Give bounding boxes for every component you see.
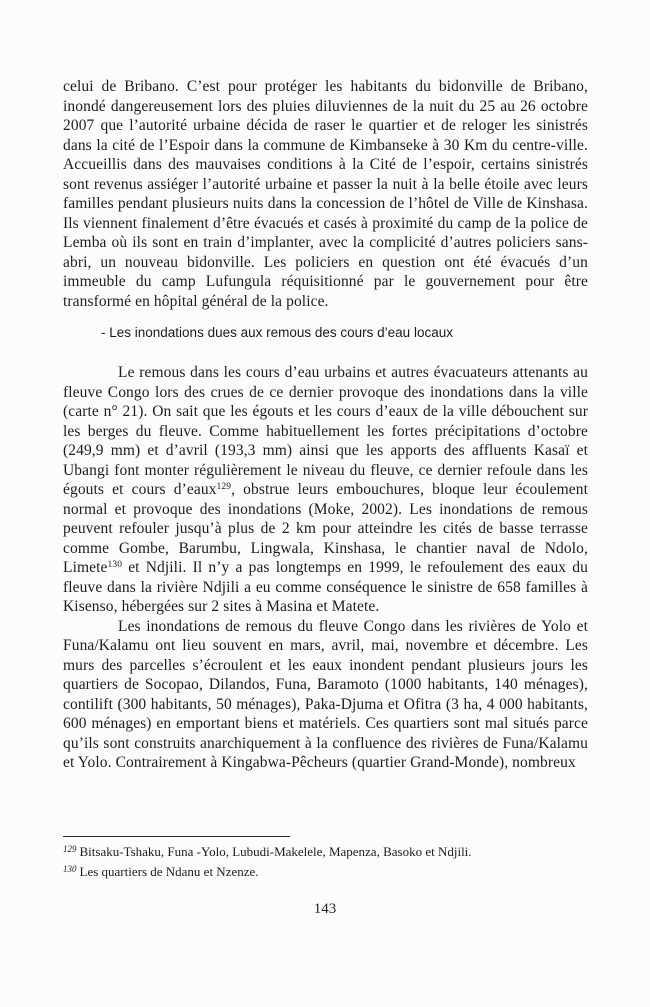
paragraph-2-text: et Ndjili. Il n’y a pas longtemps en 1999, le refoulement des eaux du fleuve dans la rivière Ndjili a eu comme conséquence le sinistre de 658 familles à Kisenso, hébergées sur 2 sites à Masina et Matete. xyxy=(63,559,588,615)
footnote-ref-130: 130 xyxy=(107,560,123,570)
footnote-130-text: Les quartiers de Ndanu et Nzenze. xyxy=(79,863,259,879)
paragraph-2 xyxy=(63,363,588,617)
footnote-area xyxy=(63,836,588,881)
paragraph-2-text: , obstrue leurs embouchures, bloque leur écoulement normal et provoque des inondations (Moke, 2002). Les inondations de remous peuvent refouler jusqu’à plus de 2 km pour atteindre les cités de basse terrasse comme Gombe, Barumbu, Lingwala, Kinshasa, le chantier naval de Ndolo, Limete xyxy=(63,481,588,576)
footnote-129-text: Bitsaku-Tshaku, Funa -Yolo, Lubudi-Makelele, Mapenza, Basoko et Ndjili. xyxy=(79,844,472,859)
footnote-130 xyxy=(63,862,588,882)
footnote-ref-129: 129 xyxy=(216,482,232,492)
paragraph-2-text: Le remous dans les cours d’eau urbains et autres évacuateurs attenants au fleuve Congo lors des crues de ce dernier provoque des inondations dans la ville (carte n° 21). On sait que les égouts et les cours d’eaux de la ville débouchent sur les berges du fleuve. Comme habituellement les fortes précipitations d’octobre (249,9 mm) et d’avril (193,3 mm) ainsi que les apports des affluents Kasaï et Ubangi font monter régulièrement le niveau du fleuve, ce dernier refoule dans les égouts et cours d’eaux xyxy=(63,364,588,498)
section-heading: - Les inondations dues aux remous des cours d’eau locaux xyxy=(101,325,453,340)
body-text-block xyxy=(63,77,588,773)
footnote-separator-rule xyxy=(63,836,290,837)
paragraph-1: celui de Bribano. C’est pour protéger les habitants du bidonville de Bribano, inondé dangereusement lors des pluies diluviennes de la nuit du 25 au 26 octobre 2007 que l’autorité urbaine décida de raser le quartier et de reloger les sinistrés dans la cité de l’Espoir dans la commune de Kimbanseke à 30 Km du centre-ville. Accueillis dans des mauvaises conditions à la Cité de l’espoir, certains sinistrés sont revenus assiéger l’autorité urbaine et passer la nuit à la belle étoile avec leurs familles pendant plusieurs nuits dans la concession de l’hôtel de Ville de Kinshasa. Ils viennent finalement d’être évacués et casés à proximité du camp de la police de Lemba où ils sont en train d’implanter, avec la complicité d’autres policiers sans-abri, un nouveau bidonville. Les policiers en question ont été évacués d’un immeuble du camp Lufungula réquisitionné par le gouvernement pour être transformé en hôpital général de la police. xyxy=(63,78,588,310)
footnote-129-number: 129 xyxy=(63,844,77,854)
page-number: 143 xyxy=(313,901,337,917)
footnote-129 xyxy=(63,842,588,862)
paragraph-3: Les inondations de remous du fleuve Congo dans les rivières de Yolo et Funa/Kalamu ont lieu souvent en mars, avril, mai, novembre et décembre. Les murs des parcelles s’écroulent et les eaux inondent pendant plusieurs jours les quartiers de Socopao, Dilandos, Funa, Baramoto (1000 habitants, 140 ménages), contilift (300 habitants, 50 ménages), Paka-Djuma et Ofitra (3 ha, 4 000 habitants, 600 ménages) en emportant biens et matériels. Ces quartiers sont mal situés parce qu’ils sont construits anarchiquement à la confluence des rivières de Funa/Kalamu et Yolo. Contrairement à Kingabwa-Pêcheurs (quartier Grand-Monde), nombreux xyxy=(63,617,588,771)
footnote-130-number: 130 xyxy=(63,863,77,874)
